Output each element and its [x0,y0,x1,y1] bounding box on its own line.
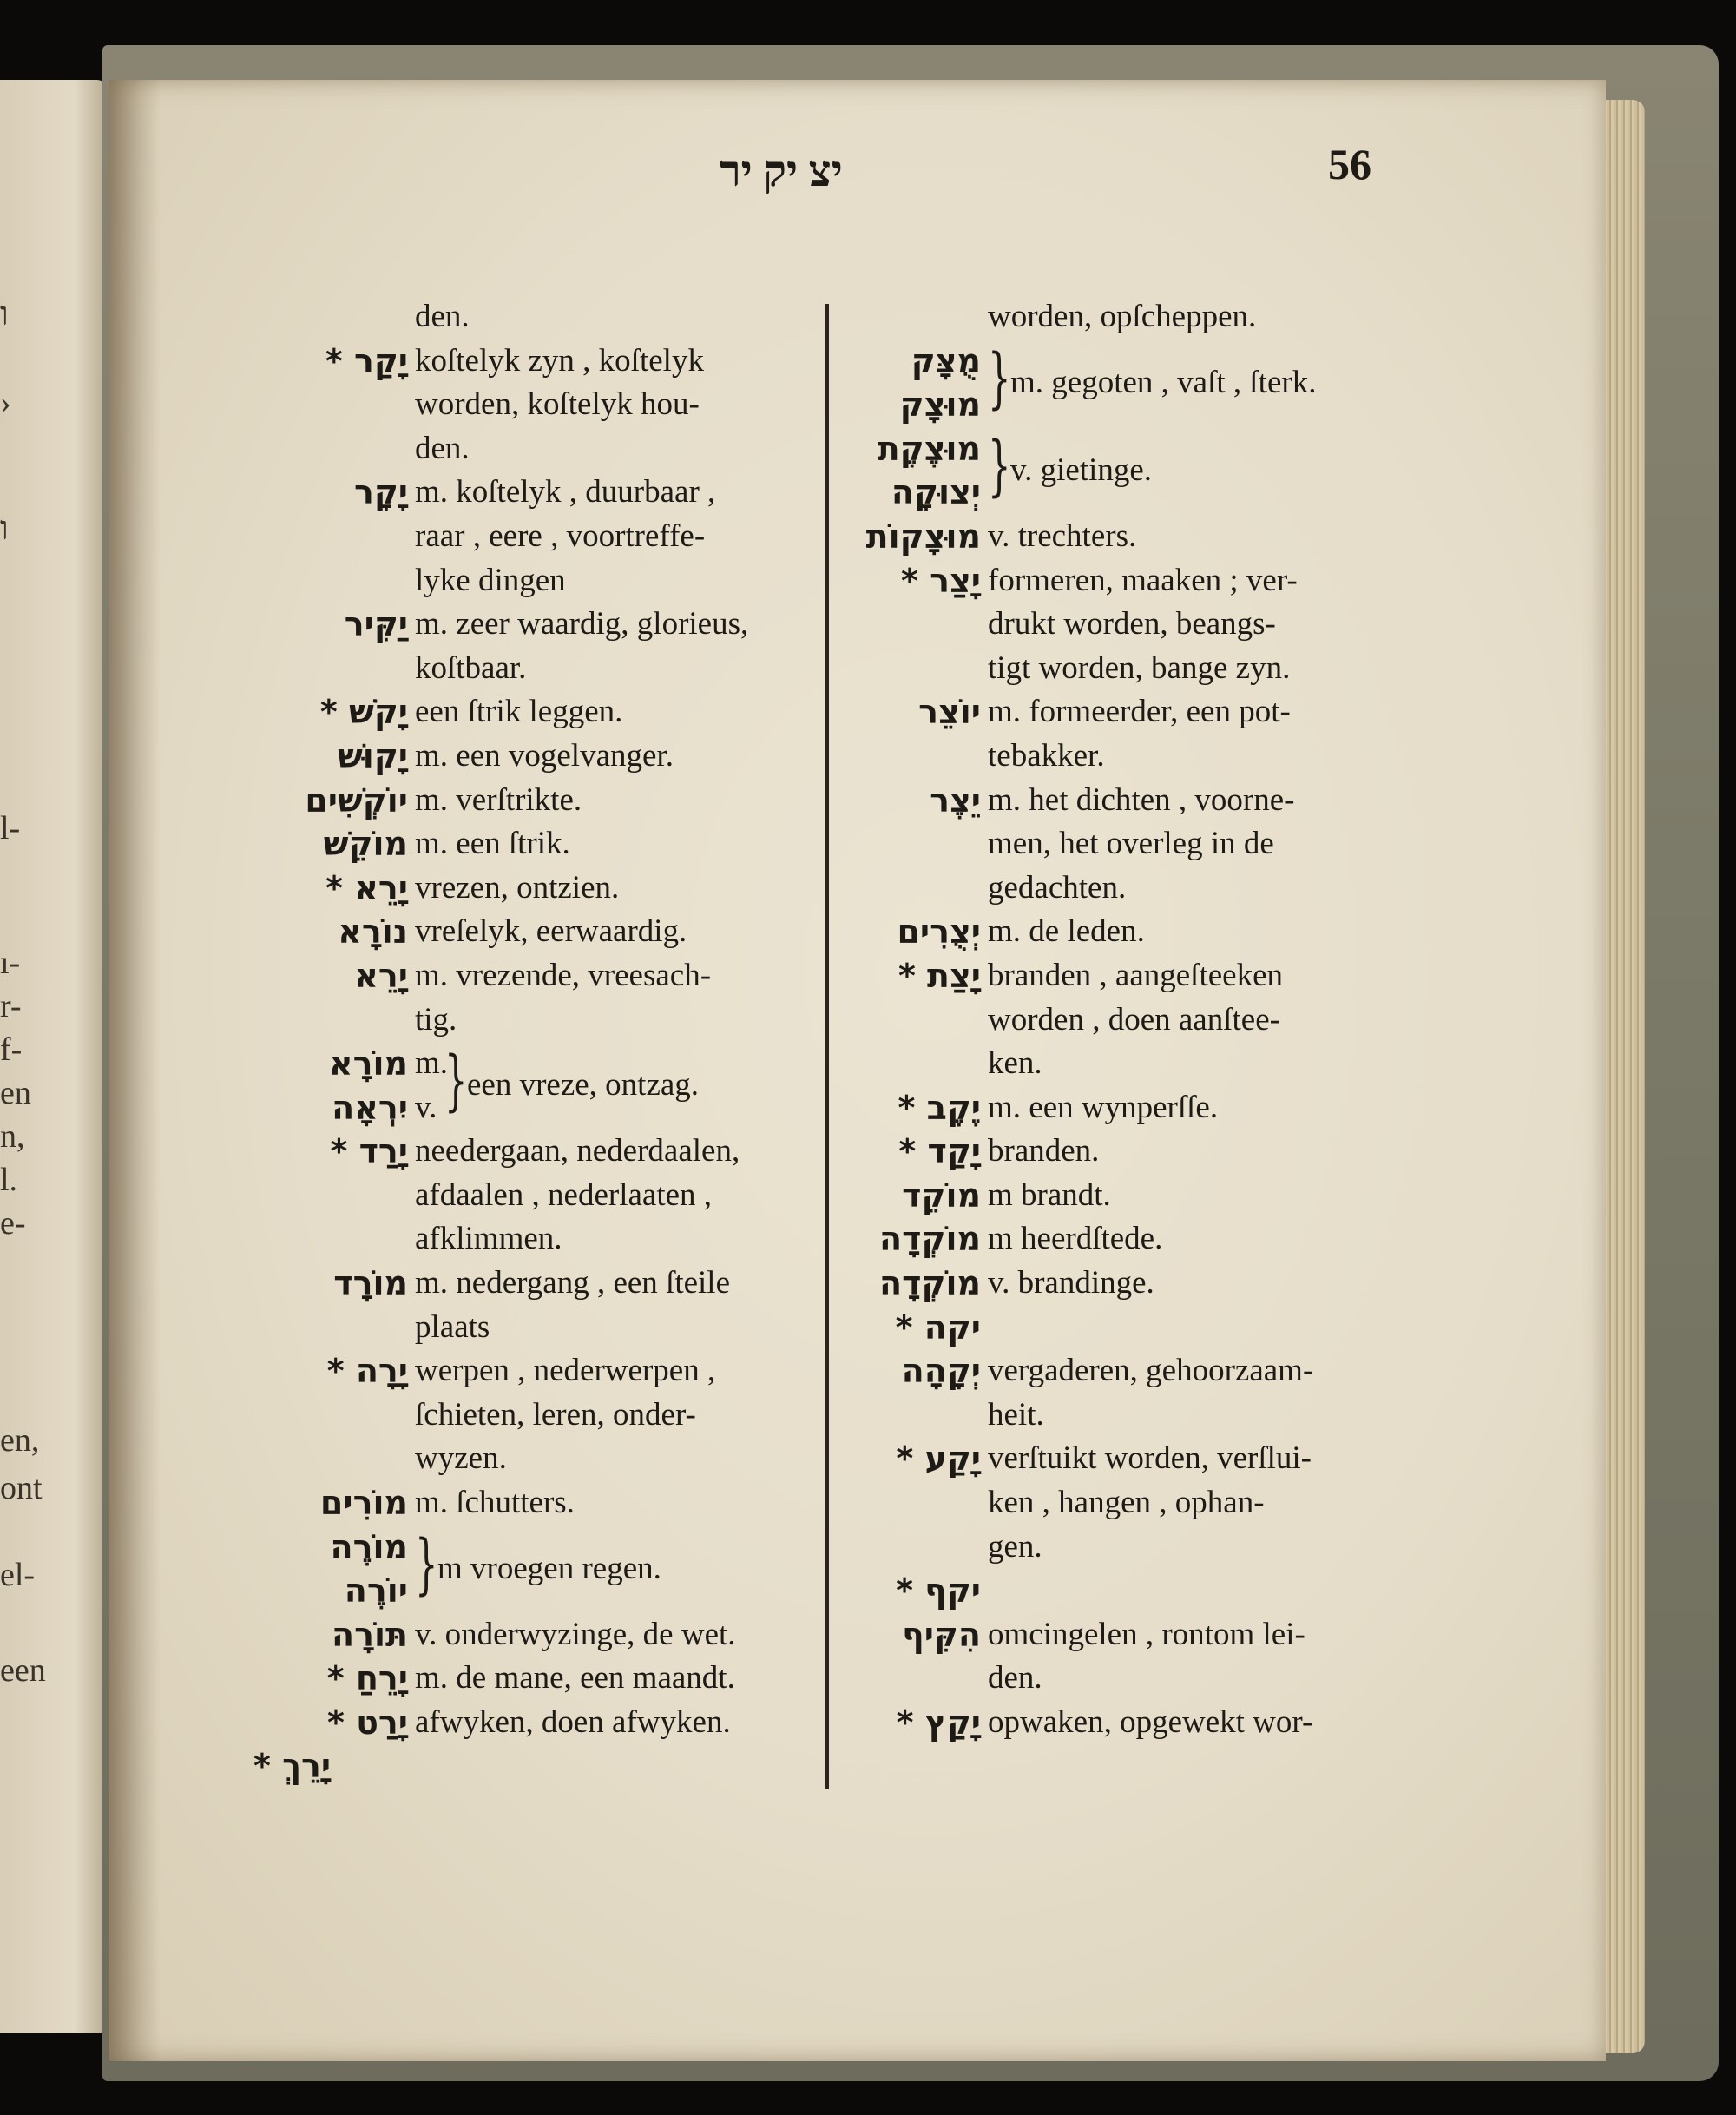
margin-fragment: f- [0,1031,23,1068]
definition-text: m. zeer waardig, glorieus, [415,606,749,642]
definition-text: ken. [988,1045,1042,1082]
definition-text: raar , eere , voortreffe- [415,517,706,554]
catchword: יָרֵךְ * [253,1747,332,1785]
definition-text: afdaalen , nederlaaten , [415,1176,713,1213]
definition-text: gedachten. [988,869,1127,906]
margin-fragment: een [0,1652,46,1689]
entry-line [864,1657,1371,1701]
definition-text: verſtuikt worden, verſlui- [988,1440,1312,1477]
headword: מוֹרָא [328,1044,408,1084]
page-number: 56 [1328,140,1371,188]
headword: יָצַר * [901,561,981,600]
definition-text: omcingelen , rontom lei- [988,1616,1305,1652]
entry-line [245,515,800,559]
definition-text: m. vrezende, vreesach- [415,957,712,993]
definition-text: v. brandinge. [988,1265,1154,1301]
headword: יָקֹשׁ * [319,693,408,732]
entry-line [245,1613,800,1657]
headword: יַקִּיר [344,605,408,644]
headword: מוֹרִים [319,1484,408,1523]
grouping-brace: } [444,1041,468,1119]
entry-line [245,1262,800,1306]
entry-line [245,1130,800,1174]
entry-line [245,690,800,735]
headword: יָרֵא [354,956,408,995]
definition-text: ſchieten, leren, onder- [415,1396,696,1433]
margin-fragment: l- [0,810,21,847]
entry-line [245,1437,800,1481]
margin-fragment: n, [0,1118,25,1155]
definition-text: tebakker. [988,737,1105,774]
definition-text: worden, opſcheppen. [988,299,1257,334]
definition-text: den. [415,299,470,334]
headword: יָרֵא * [326,868,408,907]
definition-text: werpen , nederwerpen , [415,1353,716,1389]
entry-line [864,1525,1371,1570]
headword: מוֹקֵשׁ [323,825,408,864]
entry-line [245,559,800,603]
entry-line [245,998,800,1043]
definition-text: gen. [988,1528,1042,1565]
margin-fragment: ont [0,1470,43,1506]
grouping-brace: } [415,1524,438,1602]
definition-text: m. formeerder, een pot- [988,694,1291,730]
margin-fragment: r- [0,988,22,1025]
entry-line [864,559,1371,603]
headword: יִרְאָה [332,1088,408,1127]
entry-line [245,1701,800,1745]
entry-line [245,1306,800,1350]
headword: תּוֹרָה [332,1615,408,1654]
headword: הִקִּיף [902,1615,981,1654]
entry-line [245,1217,800,1262]
definition-text: m. koſtelyk , duurbaar , [415,474,716,511]
entry-line [245,1174,800,1218]
entry-line [864,1613,1371,1657]
headword: יְקָהָה [901,1352,981,1391]
definition-text: needergaan, nederdaalen, [415,1133,740,1170]
definition-text: m heerdſtede. [988,1221,1163,1257]
headword: מוּצָקוֹת [865,517,981,556]
headword: יָקַע * [896,1440,981,1479]
entry-line [864,690,1371,735]
definition-text: koſtelyk zyn , koſtelyk [415,342,704,379]
left-column [245,295,800,1745]
headword: יקף * [896,1571,981,1611]
definition-text: drukt worden, beangs- [988,606,1276,642]
entry-line [864,647,1371,691]
entry-line [864,1437,1371,1481]
entry-line [245,603,800,647]
entry-line [864,515,1371,559]
headword: יוֹצֵר [918,693,981,732]
definition-text: m. een ſtrik. [415,826,570,862]
headword: מוֹרָד [333,1264,408,1303]
definition-text: tigt worden, bange zyn. [988,649,1291,686]
entry-line [245,339,800,384]
definition-text: worden, koſtelyk hou- [415,386,700,423]
definition-text: v. [415,1089,437,1125]
entry-line [864,1086,1371,1130]
definition-text: m. de mane, een maandt. [415,1660,735,1697]
definition-text: formeren, maaken ; ver- [988,562,1298,598]
headword: יָרַט * [327,1703,408,1742]
entry-line [864,471,1371,515]
grouped-definition: v. gietinge. [1010,451,1153,488]
entry-line [864,1394,1371,1438]
definition-text: branden. [988,1133,1100,1170]
definition-text: afwyken, doen afwyken. [415,1704,731,1740]
entry-line [245,910,800,954]
gutter-shadow [108,80,161,2061]
definition-text: m. verſtrikte. [415,781,582,818]
grouped-definition: een vreze, ontzag. [467,1067,700,1104]
entry-line [245,383,800,427]
definition-text: afklimmen. [415,1221,562,1257]
entry-line [245,1657,800,1701]
entry-line [864,383,1371,427]
right-column [864,295,1371,1745]
headword: יָרַד * [330,1132,408,1171]
headword: יָקַץ * [896,1703,981,1742]
headword: מוֹקֵד [902,1176,981,1215]
margin-fragment: ו [0,296,9,333]
entry-line [864,1481,1371,1525]
headword: יָקָר [353,473,408,512]
margin-fragment: en, [0,1422,40,1459]
definition-text: vergaderen, gehoorzaam- [988,1353,1314,1389]
entry-line [864,866,1371,911]
definition-text: ken , hangen , ophan- [988,1485,1265,1521]
headword: יָקוּשׁ [337,736,408,775]
margin-fragment: e- [0,1205,26,1242]
entry-line [245,735,800,779]
headword: יָצַת * [898,956,981,995]
definition-text: den. [988,1660,1042,1697]
definition-text: m. nedergang , een ſteile [415,1265,731,1301]
entry-line [864,779,1371,823]
entry-line [864,735,1371,779]
margin-fragment: › [0,385,11,421]
definition-text: opwaken, opgewekt wor- [988,1704,1313,1740]
definition-text: m. de leden. [988,913,1145,950]
entry-line [864,998,1371,1043]
definition-text: heit. [988,1396,1044,1433]
headword: יוֹקְשִׁים [305,781,408,820]
entry-line [864,603,1371,647]
definition-text: m. een vogelvanger. [415,737,674,774]
margin-fragment: el- [0,1557,36,1593]
grouped-definition: m. gegoten , vaſt , ſterk. [1010,364,1317,400]
headword: מוּצֶקֶת [877,429,981,468]
definition-text: vreſelyk, eerwaardig. [415,913,687,950]
definition-text: branden , aangeſteeken [988,957,1284,993]
entry-line [245,647,800,691]
definition-text: een ſtrik leggen. [415,694,623,730]
definition-text: m. [415,1045,449,1082]
definition-text: lyke dingen [415,562,566,598]
definition-text: koſtbaar. [415,649,527,686]
headword: יְצוּקָה [891,473,981,512]
headword: מוֹרֶה [330,1527,408,1566]
entry-line [864,1262,1371,1306]
grouped-definition: m vroegen regen. [437,1550,661,1586]
entry-line [864,1349,1371,1394]
headword: יֵצֶר [930,781,981,820]
entry-line [245,779,800,823]
entry-line [864,1701,1371,1745]
margin-fragment: en [0,1075,31,1111]
headword: מוֹקְדָה [879,1264,981,1303]
definition-text: den. [415,430,470,466]
entry-line [245,427,800,471]
entry-line [245,471,800,515]
definition-text: worden , doen aanſtee- [988,1001,1280,1038]
definition-text: tig. [415,1001,457,1038]
entry-line [245,954,800,998]
grouping-brace: } [988,338,1011,416]
headword: יוֹרֶה [344,1571,408,1611]
entry-line [245,822,800,866]
definition-text: plaats [415,1308,490,1345]
headword: יְצֻרִים [897,913,981,952]
entry-line [864,822,1371,866]
entry-line [864,1042,1371,1086]
entry-line [245,1394,800,1438]
entry-line [864,1306,1371,1350]
headword: מוּצָק [899,385,981,425]
facing-page [0,80,106,2033]
definition-text: v. trechters. [988,517,1137,554]
entry-line [864,1174,1371,1218]
headword: מֻצָּק [911,341,981,380]
margin-fragment: ı- [0,945,21,981]
entry-line [245,866,800,911]
definition-text: wyzen. [415,1440,507,1477]
entry-line [245,1481,800,1525]
entry-line [864,1217,1371,1262]
column-rule [825,304,829,1789]
entry-line [245,1569,800,1613]
headword: יֶקֶב * [898,1088,981,1127]
entry-line [245,1349,800,1394]
headword: נוֹרָא [338,913,408,952]
grouping-brace: } [988,425,1011,504]
entry-line [864,954,1371,998]
headword: יָקַר * [325,341,408,380]
definition-text: m brandt. [988,1176,1111,1213]
headword: יָרָה * [326,1352,408,1391]
entry-line [864,910,1371,954]
entry-line [245,1086,800,1130]
entry-line [864,1569,1371,1613]
margin-fragment: ו [0,511,9,547]
definition-text: m. ſchutters. [415,1485,575,1521]
definition-text: men, het overleg in de [988,826,1274,862]
definition-text: m. een wynperſſe. [988,1089,1219,1125]
entry-line [864,295,1371,339]
definition-text: vrezen, ontzien. [415,869,620,906]
entry-line [245,295,800,339]
entry-line [864,1130,1371,1174]
definition-text: m. het dichten , voorne- [988,781,1295,818]
headword: יקה * [895,1308,981,1347]
headword: יָקַד * [898,1132,981,1171]
running-head: יצ יק יר [720,147,843,195]
definition-text: v. onderwyzinge, de wet. [415,1616,736,1652]
headword: יָרֵחַ * [326,1659,408,1698]
headword: מוֹקְדָה [879,1220,981,1259]
margin-fragment: l. [0,1162,18,1198]
